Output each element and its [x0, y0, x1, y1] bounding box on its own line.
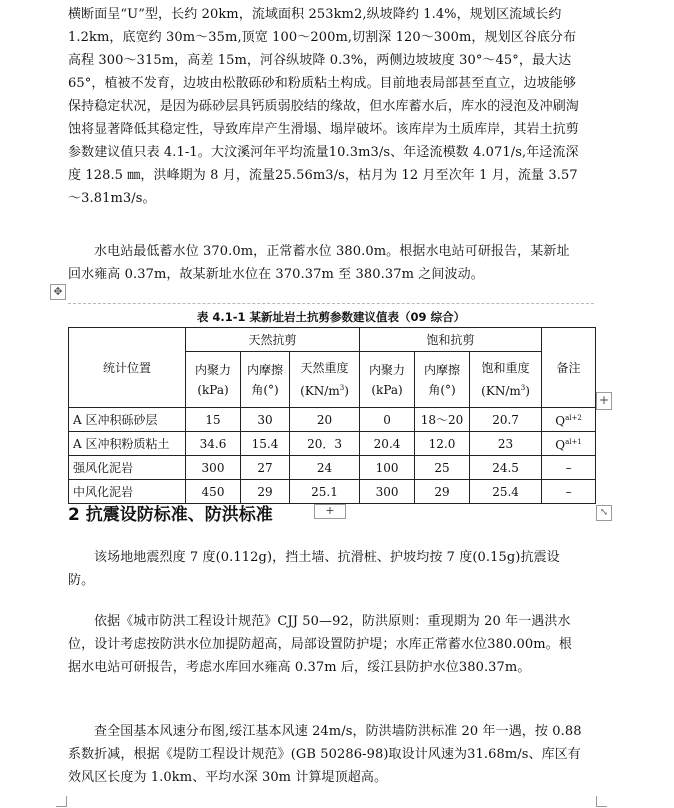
row-name: 强风化泥岩: [69, 456, 186, 480]
table-title: 表 4.1-1 某新址岩土抗剪参数建议值表（09 综合）: [196, 310, 466, 324]
cell-cohesion-saturated: 0: [360, 408, 415, 432]
row-name: A 区冲积砾砂层: [69, 408, 186, 432]
cell-friction-saturated: 18～20: [415, 408, 470, 432]
header-remark: 备注: [542, 328, 596, 408]
shear-parameter-table: [68, 327, 596, 504]
cell-friction-saturated: 25: [415, 456, 470, 480]
cell-friction-natural: 27: [241, 456, 290, 480]
cell-weight-saturated: 24.5: [470, 456, 542, 480]
cell-remark: –: [542, 456, 596, 480]
paragraph-seismic: 该场地地震烈度 7 度(0.112g)，挡土墙、抗滑桩、护坡均按 7 度(0.15g)抗震设防。: [68, 550, 560, 588]
cell-friction-saturated: 12.0: [415, 432, 470, 456]
section-heading: 2 抗震设防标准、防洪标准: [68, 505, 273, 525]
cell-cohesion-saturated: 100: [360, 456, 415, 480]
cell-cohesion-saturated: 20.4: [360, 432, 415, 456]
paragraph-reservoir-description: 横断面呈“U”型，长约 20km，流域面积 253km2,纵坡降约 1.4%，规划区流域长约 1.2km，底宽约 30m～35m,顶宽 100～200m,切割深 120～300m，规划区谷底分布高程 300～315m，高差 15m，河谷纵坡降 0.3%，两侧边坡坡度 30°～45°，最大达65°，植被不发育，边坡由松散砾砂和粉质粘土构成。目前地表局部甚至直立，边坡能够保持稳定状况，是因为砾砂层具钙质弱胶结的缘故，但水库蓄水后，库水的浸泡及冲刷淘蚀将显著降低其稳定性，导致库岸产生滑塌、塌岸破坏。该库岸为土质库岸，其岩土抗剪参数建议值只表 4.1-1。大汶溪河年平均流量10.3m3/s、年迳流模数 4.071/s,年迳流深度 128.5 ㎜，洪峰期为 8 月，流量25.56m3/s，枯月为 12 月至次年 1 月，流量 3.57～3.81m3/s。: [68, 7, 579, 206]
add-row-plus-icon[interactable]: +: [314, 504, 346, 519]
cell-weight-saturated: 20.7: [470, 408, 542, 432]
cell-weight-natural: 20: [290, 408, 360, 432]
cell-cohesion-natural: 15: [186, 408, 241, 432]
cell-friction-natural: 30: [241, 408, 290, 432]
cell-weight-saturated: 25.4: [470, 480, 542, 504]
header-friction-natural: 内摩擦 角(°): [241, 352, 290, 408]
add-column-plus-icon[interactable]: +: [596, 392, 612, 410]
header-cohesion-natural: 内聚力 (kPa): [186, 352, 241, 408]
cell-friction-natural: 29: [241, 480, 290, 504]
table-row: [69, 432, 596, 456]
cell-cohesion-natural: 300: [186, 456, 241, 480]
header-weight-natural: 天然重度 $(KN/m^3)$: [290, 352, 360, 408]
cell-friction-natural: 15.4: [241, 432, 290, 456]
row-name: 中风化泥岩: [69, 480, 186, 504]
table-row: [69, 480, 596, 504]
cell-weight-natural: 20．3: [290, 432, 360, 456]
header-natural-shear: 天然抗剪: [186, 328, 360, 352]
cell-weight-natural: 25.1: [290, 480, 360, 504]
table-row: [69, 456, 596, 480]
cell-remark: –: [542, 480, 596, 504]
cell-weight-saturated: 23: [470, 432, 542, 456]
table-resize-handle-icon[interactable]: ⤡: [596, 505, 612, 521]
paragraph-wind-speed: 查全国基本风速分布图,绥江基本风速 24m/s，防洪墙防洪标准 20 年一遇，按 0.88 系数折减，根据《堤防工程设计规范》(GB 50286-98)取设计风速为31.68m/s、库区有效风区长度为 1.0km、平均水深 30m 计算堤顶超高。: [68, 724, 582, 785]
page-margin-corner-bottom-left: [56, 796, 67, 807]
table-row: [69, 408, 596, 432]
paragraph-water-level: 水电站最低蓄水位 370.0m，正常蓄水位 380.0m。根据水电站可研报告，某新址回水雍高 0.37m，故某新址水位在 370.37m 至 380.37m 之间波动。: [68, 244, 570, 282]
table-frame-line: [68, 303, 594, 304]
cell-friction-saturated: 29: [415, 480, 470, 504]
header-stat-position: 统计位置: [69, 328, 186, 408]
header-weight-saturated: 饱和重度 $(KN/m^3)$: [470, 352, 542, 408]
row-name: A 区冲积粉质粘土: [69, 432, 186, 456]
page-margin-corner-bottom-right: [596, 796, 607, 807]
cell-cohesion-natural: 34.6: [186, 432, 241, 456]
table-move-handle-icon[interactable]: ✥: [50, 284, 66, 300]
header-friction-saturated: 内摩擦 角(°): [415, 352, 470, 408]
paragraph-flood-standard: 依据《城市防洪工程设计规范》CJJ 50—92，防洪原则：重现期为 20 年一遇洪水位，设计考虑按防洪水位加提防超高，局部设置防护堤；水库正常蓄水位380.00m。根据水电站可研报告，考虑水库回水雍高 0.37m 后，绥江县防护水位380.37m。: [68, 614, 572, 675]
header-cohesion-saturated: 内聚力 (kPa): [360, 352, 415, 408]
cell-cohesion-saturated: 300: [360, 480, 415, 504]
header-saturated-shear: 饱和抗剪: [360, 328, 542, 352]
cell-remark: $Q^{al+1}$: [542, 432, 596, 456]
cell-weight-natural: 24: [290, 456, 360, 480]
cell-cohesion-natural: 450: [186, 480, 241, 504]
cell-remark: $Q^{al+2}$: [542, 408, 596, 432]
